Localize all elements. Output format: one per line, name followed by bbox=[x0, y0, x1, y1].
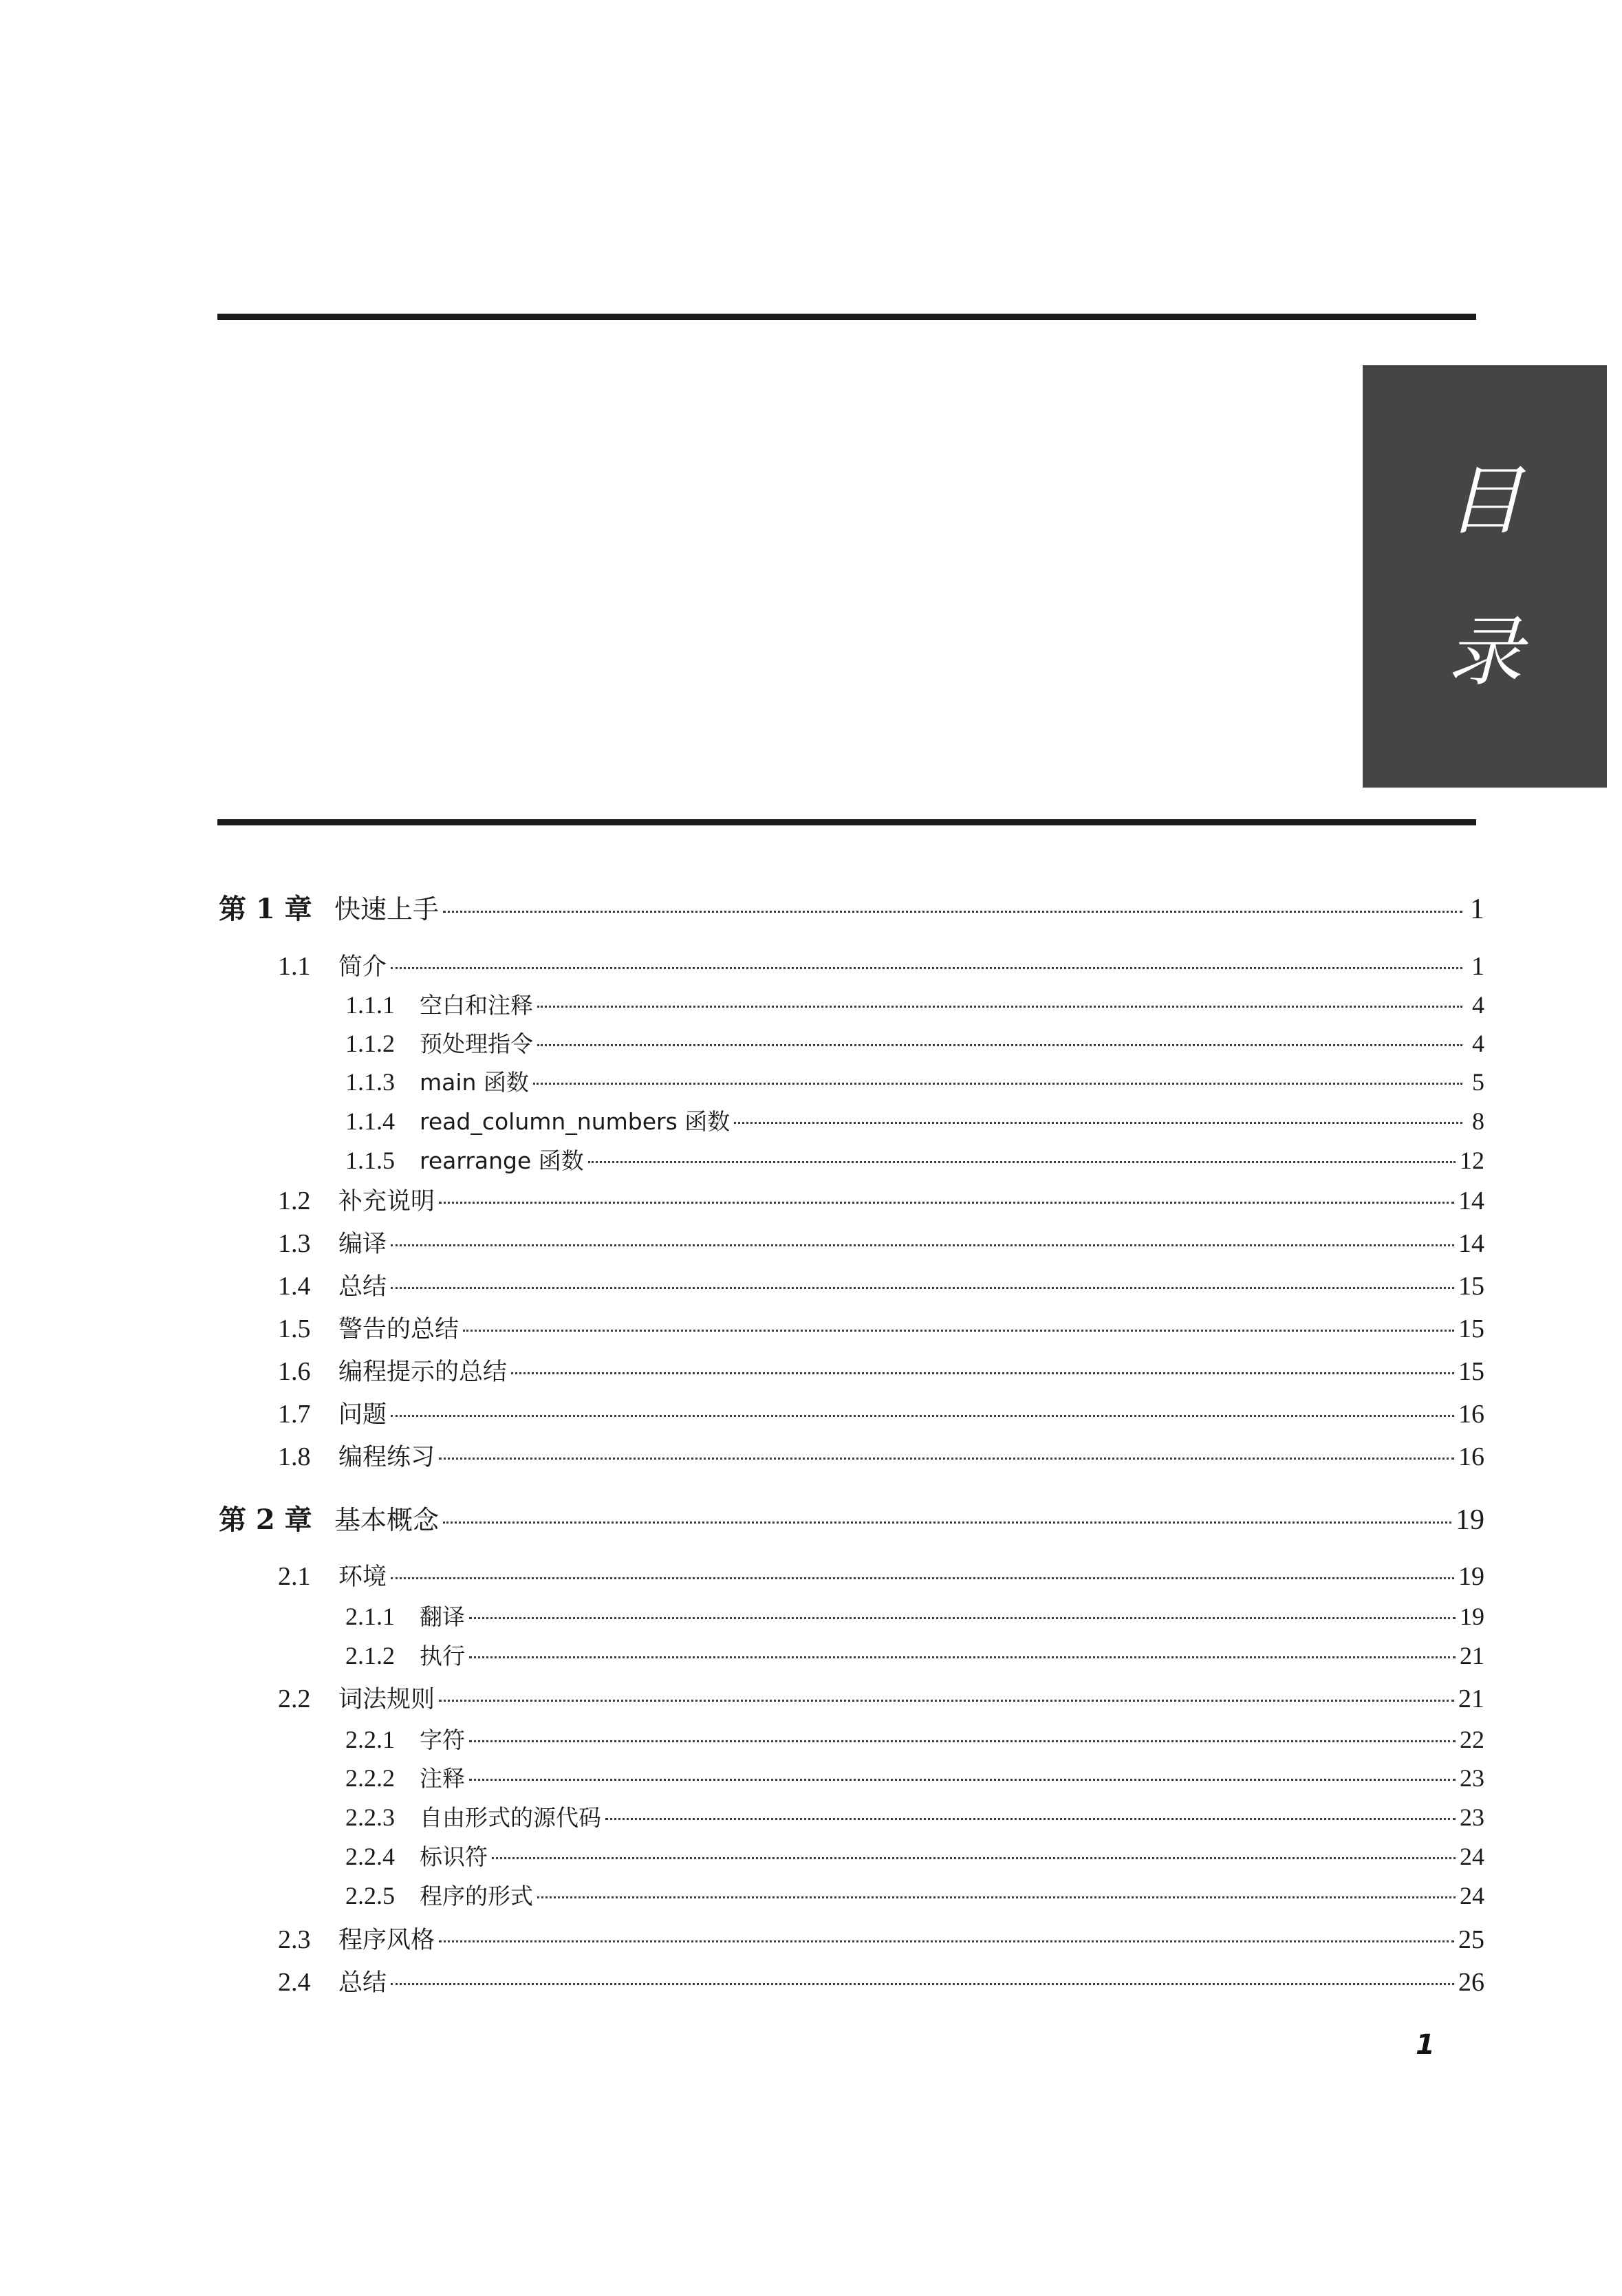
toc-entry-title: 标识符 bbox=[420, 1843, 488, 1870]
dot-leader bbox=[469, 1740, 1456, 1742]
dot-leader bbox=[439, 1202, 1454, 1204]
dot-leader bbox=[469, 1656, 1456, 1658]
toc-entry-title: 问题 bbox=[338, 1401, 387, 1429]
dot-leader bbox=[588, 1161, 1456, 1163]
toc-entry-page: 16 bbox=[1458, 1400, 1484, 1429]
toc-entry-title: 总结 bbox=[338, 1273, 387, 1301]
toc-entry-chapter[interactable] bbox=[219, 1498, 1484, 1537]
toc-entry-page: 26 bbox=[1458, 1968, 1484, 1997]
toc-entry-page: 4 bbox=[1472, 991, 1484, 1019]
toc-entry-number: 2.2.5 bbox=[345, 1882, 395, 1909]
toc-entry-title: 编程练习 bbox=[338, 1444, 435, 1471]
toc-entry-sub[interactable] bbox=[345, 1878, 1484, 1917]
toc-title-char-2: 录 bbox=[1447, 608, 1523, 696]
toc-entry-title: 预处理指令 bbox=[420, 1030, 533, 1057]
toc-entry-sub[interactable] bbox=[345, 1143, 1484, 1182]
dot-leader bbox=[469, 1617, 1456, 1619]
toc-entry-number: 1.1.4 bbox=[345, 1107, 395, 1135]
toc-entry-section[interactable] bbox=[278, 1310, 1484, 1349]
toc-entry-title: 词法规则 bbox=[338, 1686, 435, 1713]
toc-entry-section[interactable] bbox=[278, 1268, 1484, 1306]
toc-entry-title: 程序风格 bbox=[338, 1927, 435, 1954]
dot-leader bbox=[439, 1458, 1454, 1460]
toc-entry-number: 1.1.2 bbox=[345, 1030, 395, 1057]
toc-entry-page: 4 bbox=[1472, 1030, 1484, 1057]
dot-leader bbox=[391, 967, 1462, 969]
page-number: 1 bbox=[1416, 2029, 1435, 2061]
toc-entry-title: 警告的总结 bbox=[338, 1316, 459, 1343]
toc-entry-sub[interactable] bbox=[345, 1800, 1484, 1839]
dot-leader bbox=[533, 1083, 1462, 1085]
toc-entry-sub[interactable] bbox=[345, 1599, 1484, 1638]
toc-entry-section[interactable] bbox=[278, 1438, 1484, 1477]
toc-entry-page: 15 bbox=[1458, 1357, 1484, 1386]
toc-entry-title: 自由形式的源代码 bbox=[420, 1804, 601, 1831]
toc-entry-page: 24 bbox=[1460, 1882, 1484, 1909]
toc-entry-number: 第 2 章 bbox=[219, 1504, 312, 1536]
toc-entry-title: 基本概念 bbox=[334, 1505, 440, 1535]
toc-entry-sub[interactable] bbox=[345, 1839, 1484, 1878]
toc-entry-section[interactable] bbox=[278, 1182, 1484, 1221]
toc-entry-number: 2.1.2 bbox=[345, 1642, 395, 1669]
dot-leader bbox=[537, 1896, 1456, 1898]
dot-leader bbox=[391, 1983, 1454, 1985]
toc-entry-sub[interactable] bbox=[345, 1104, 1484, 1142]
toc-entry-section[interactable] bbox=[278, 1558, 1484, 1596]
toc-entry-title: 编程提示的总结 bbox=[338, 1358, 508, 1386]
toc-entry-number: 1.8 bbox=[278, 1442, 311, 1471]
dot-leader bbox=[537, 1006, 1462, 1008]
toc-entry-page: 12 bbox=[1460, 1147, 1484, 1174]
toc-entry-title: 总结 bbox=[338, 1969, 387, 1997]
toc-entry-page: 8 bbox=[1472, 1107, 1484, 1135]
toc-entry-number: 2.2.1 bbox=[345, 1726, 395, 1753]
dot-leader bbox=[469, 1779, 1456, 1781]
toc-entry-sub[interactable] bbox=[345, 1761, 1484, 1799]
toc-entry-chapter[interactable] bbox=[219, 887, 1484, 926]
dot-leader bbox=[439, 1700, 1454, 1702]
toc-entry-number: 2.2 bbox=[278, 1685, 311, 1713]
toc-entry-number: 1.3 bbox=[278, 1229, 311, 1258]
toc-entry-number: 2.3 bbox=[278, 1925, 311, 1954]
toc-entry-number: 2.2.2 bbox=[345, 1764, 395, 1792]
toc-entry-number: 1.1 bbox=[278, 952, 311, 981]
toc-entry-page: 19 bbox=[1460, 1603, 1484, 1630]
toc-entry-title: 快速上手 bbox=[334, 894, 440, 924]
dot-leader bbox=[439, 1940, 1454, 1942]
toc-entry-section[interactable] bbox=[278, 1680, 1484, 1719]
toc-entry-title: 补充说明 bbox=[338, 1188, 435, 1215]
dot-leader bbox=[391, 1287, 1454, 1289]
dot-leader bbox=[511, 1372, 1454, 1374]
toc-entry-number: 1.5 bbox=[278, 1314, 311, 1343]
toc-entry-number: 第 1 章 bbox=[219, 893, 312, 925]
dot-leader bbox=[605, 1818, 1456, 1820]
dot-leader bbox=[443, 1521, 1451, 1524]
toc-entry-title: 执行 bbox=[420, 1643, 465, 1669]
toc-entry-title: 编译 bbox=[338, 1231, 387, 1258]
toc-entry-title: 程序的形式 bbox=[420, 1883, 533, 1909]
toc-entry-page: 14 bbox=[1458, 1229, 1484, 1258]
toc-entry-page: 25 bbox=[1458, 1925, 1484, 1954]
toc-entry-sub[interactable] bbox=[345, 1722, 1484, 1761]
dot-leader bbox=[391, 1244, 1454, 1246]
toc-entry-number: 1.7 bbox=[278, 1400, 311, 1429]
toc-entry-sub[interactable] bbox=[345, 1065, 1484, 1103]
toc-entry-page: 15 bbox=[1458, 1272, 1484, 1301]
toc-entry-number: 1.6 bbox=[278, 1357, 311, 1386]
toc-entry-sub[interactable] bbox=[345, 1638, 1484, 1677]
toc-entry-number: 1.1.3 bbox=[345, 1068, 395, 1096]
toc-entry-page: 21 bbox=[1460, 1642, 1484, 1669]
toc-entry-number: 2.1.1 bbox=[345, 1603, 395, 1630]
toc-entry-section[interactable] bbox=[278, 1921, 1484, 1960]
toc-entry-title: read_column_numbers 函数 bbox=[420, 1108, 731, 1135]
toc-entry-sub[interactable] bbox=[345, 988, 1484, 1026]
toc-entry-title: 简介 bbox=[338, 953, 387, 981]
dot-leader bbox=[443, 911, 1462, 913]
toc-entry-page: 16 bbox=[1458, 1442, 1484, 1471]
toc-entry-section[interactable] bbox=[278, 948, 1484, 986]
toc-entry-number: 1.2 bbox=[278, 1187, 311, 1215]
dot-leader bbox=[391, 1577, 1454, 1579]
toc-entry-number: 2.4 bbox=[278, 1968, 311, 1997]
toc-entry-page: 19 bbox=[1456, 1504, 1484, 1536]
toc-entry-page: 21 bbox=[1458, 1685, 1484, 1713]
dot-leader bbox=[391, 1415, 1454, 1417]
dot-leader bbox=[734, 1122, 1462, 1124]
toc-entry-page: 22 bbox=[1460, 1726, 1484, 1753]
toc-entry-title: main 函数 bbox=[420, 1069, 529, 1096]
toc-entry-page: 14 bbox=[1458, 1187, 1484, 1215]
dot-leader bbox=[492, 1857, 1456, 1859]
toc-entry-number: 1.1.5 bbox=[345, 1147, 395, 1174]
toc-entry-sub[interactable] bbox=[345, 1026, 1484, 1065]
toc-entry-page: 19 bbox=[1458, 1562, 1484, 1591]
toc-entry-section[interactable] bbox=[278, 1225, 1484, 1264]
toc-entry-section[interactable] bbox=[278, 1353, 1484, 1391]
toc-entry-title: 注释 bbox=[420, 1765, 465, 1792]
toc-entry-page: 15 bbox=[1458, 1314, 1484, 1343]
toc-entry-section[interactable] bbox=[278, 1964, 1484, 2002]
toc-entry-page: 1 bbox=[1471, 952, 1484, 981]
toc-entry-title: rearrange 函数 bbox=[420, 1147, 584, 1174]
toc-entry-page: 5 bbox=[1472, 1068, 1484, 1096]
toc-entry-page: 23 bbox=[1460, 1764, 1484, 1792]
toc-entry-number: 1.1.1 bbox=[345, 991, 395, 1019]
toc-entry-number: 1.4 bbox=[278, 1272, 311, 1301]
toc-entry-title: 字符 bbox=[420, 1726, 465, 1753]
dot-leader bbox=[537, 1044, 1462, 1046]
toc-title-char-1: 目 bbox=[1447, 457, 1523, 545]
toc-entry-section[interactable] bbox=[278, 1396, 1484, 1434]
toc-entry-number: 2.2.3 bbox=[345, 1804, 395, 1831]
dot-leader bbox=[463, 1330, 1454, 1332]
toc-entry-page: 1 bbox=[1470, 894, 1484, 925]
toc-entry-page: 23 bbox=[1460, 1804, 1484, 1831]
toc-entry-number: 2.1 bbox=[278, 1562, 311, 1591]
toc-entry-title: 空白和注释 bbox=[420, 992, 533, 1019]
toc-entry-page: 24 bbox=[1460, 1843, 1484, 1870]
toc-entry-title: 环境 bbox=[338, 1563, 387, 1591]
toc-entry-title: 翻译 bbox=[420, 1603, 465, 1630]
toc-entry-number: 2.2.4 bbox=[345, 1843, 395, 1870]
